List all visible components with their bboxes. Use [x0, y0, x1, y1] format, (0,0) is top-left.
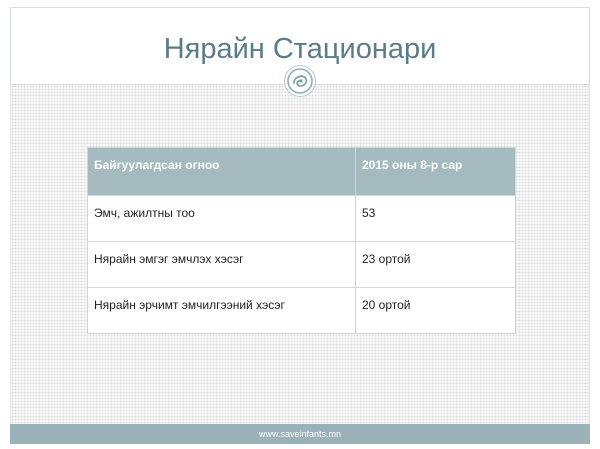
- table-cell: Нярайн эрчимт эмчилгээний хэсэг: [88, 288, 356, 334]
- table-row: [88, 196, 516, 242]
- logo-swirl-icon: [285, 66, 315, 96]
- info-table: [87, 147, 516, 334]
- table-header-cell: 2015 оны 8-р сар: [356, 148, 516, 196]
- table-cell: Эмч, ажилтны тоо: [88, 196, 356, 242]
- table-row: [88, 242, 516, 288]
- table-header-cell: Байгуулагдсан огноо: [88, 148, 356, 196]
- footer-url: www.saveinfants.mn: [258, 429, 342, 439]
- table-cell: 20 ортой: [356, 288, 516, 334]
- slide-title: Нярайн Стационари: [163, 33, 437, 65]
- table-cell: Нярайн эмгэг эмчлэх хэсэг: [88, 242, 356, 288]
- table-header-row: [88, 148, 516, 196]
- footer-bar: [10, 424, 590, 444]
- logo-icon: [285, 66, 315, 96]
- table-row: [88, 288, 516, 334]
- table-cell: 23 ортой: [356, 242, 516, 288]
- table-cell: 53: [356, 196, 516, 242]
